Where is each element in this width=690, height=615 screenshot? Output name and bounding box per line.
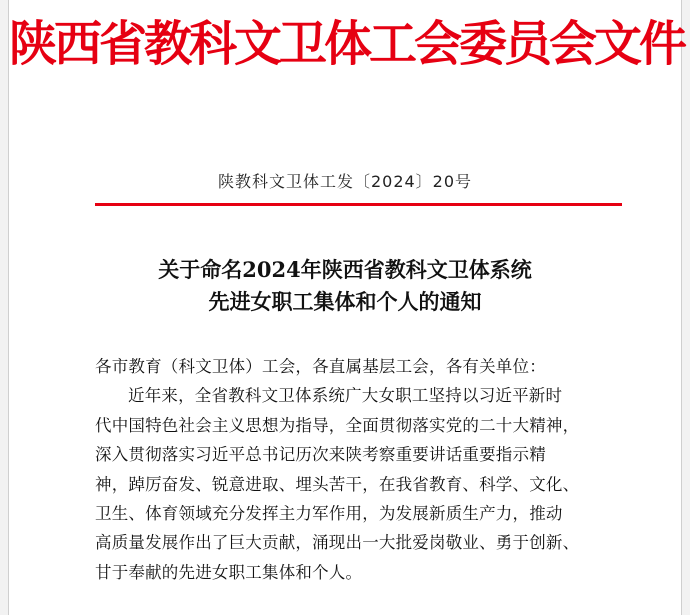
red-divider-line xyxy=(95,203,622,206)
notice-title-line-2: 先进女职工集体和个人的通知 xyxy=(208,289,482,314)
body-line-5: 卫生、体育领域充分发挥主力军作用，为发展新质生产力，推动 xyxy=(95,504,563,524)
document-page xyxy=(8,0,685,615)
document-number: 陕教科文卫体工发〔2024〕20号 xyxy=(217,172,473,191)
body-line-2: 代中国特色社会主义思想为指导，全面贯彻落实党的二十大精神， xyxy=(95,415,580,435)
body-line-7: 甘于奉献的先进女职工集体和个人。 xyxy=(95,562,363,582)
body-line-1: 近年来，全省教科文卫体系统广大女职工坚持以习近平新时 xyxy=(128,386,563,406)
body-line-6: 高质量发展作出了巨大贡献，涌现出一大批爱岗敬业、勇于创新、 xyxy=(95,533,580,553)
body-line-3: 深入贯彻落实习近平总书记历次来陕考察重要讲话重要指示精 xyxy=(95,445,546,465)
org-title: 陕西省教科文卫体工会委员会文件 xyxy=(9,16,685,72)
salutation: 各市教育（科文卫体）工会，各直属基层工会，各有关单位： xyxy=(95,357,546,376)
notice-title-line-1: 关于命名2024年陕西省教科文卫体系统 xyxy=(158,257,532,282)
notice-title xyxy=(9,254,681,318)
body-line-4: 神，踔厉奋发、锐意进取、埋头苦干，在我省教育、科学、文化、 xyxy=(95,474,580,494)
notice-body xyxy=(95,352,627,587)
